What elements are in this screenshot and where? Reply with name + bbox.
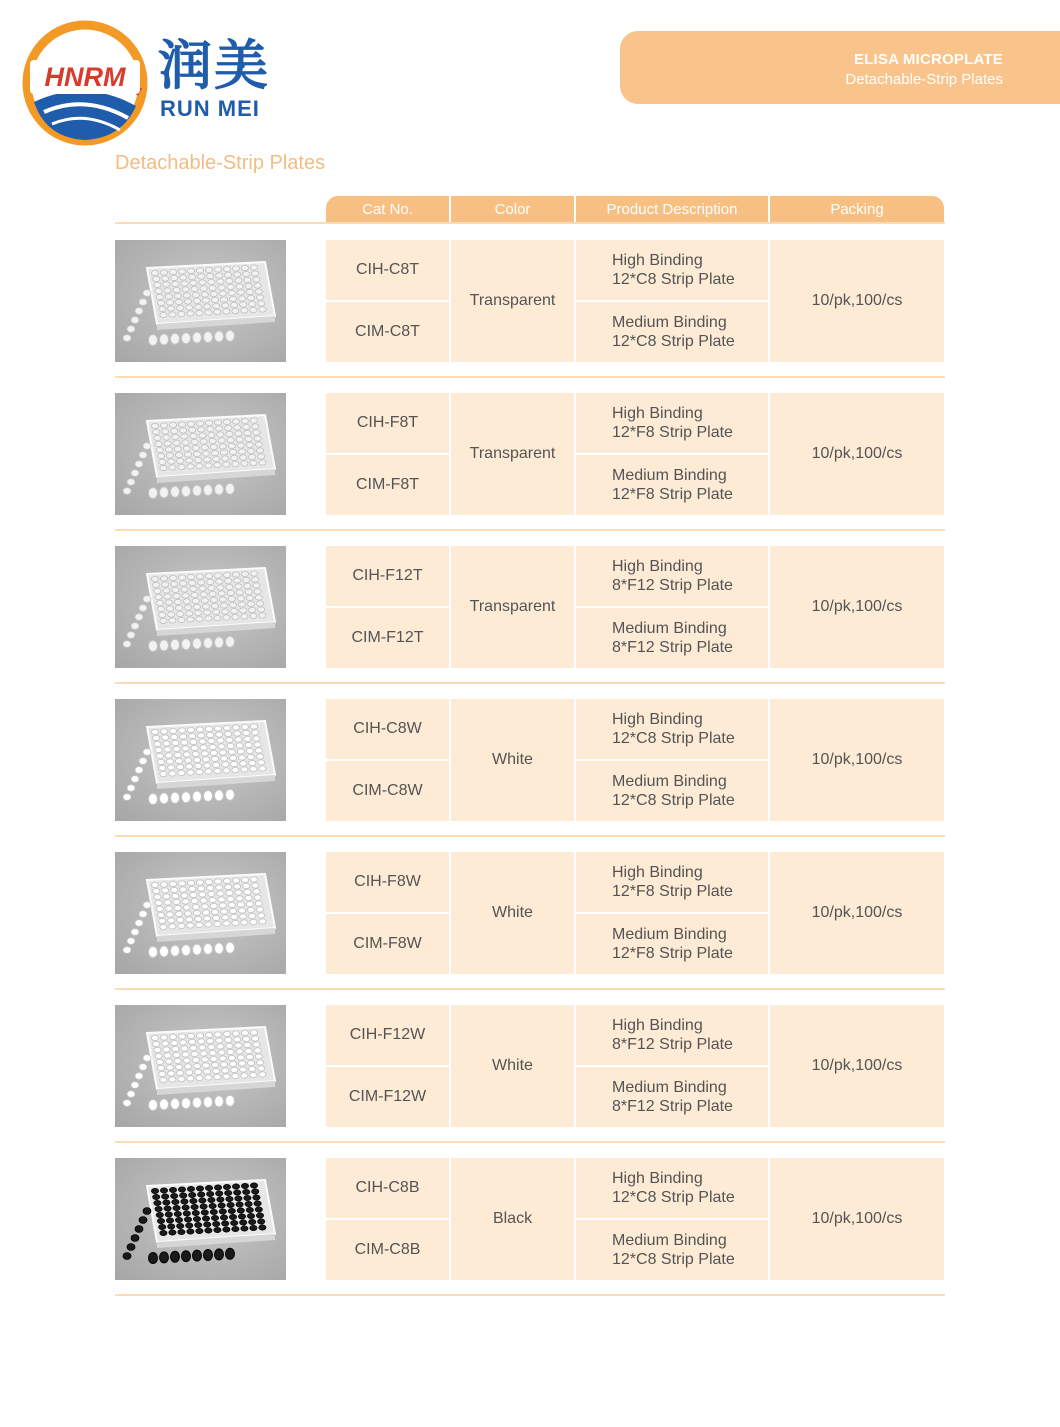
description-high-line1: High Binding [612, 558, 703, 575]
description-medium [576, 302, 768, 362]
cat-no-medium: CIM-C8B [326, 1220, 449, 1280]
banner-subtitle: Detachable-Strip Plates [845, 71, 1003, 88]
cat-no-medium: CIM-F8T [326, 455, 449, 515]
color-cell: White [451, 852, 574, 974]
product-photo [115, 699, 286, 821]
description-high-line1: High Binding [612, 1170, 703, 1187]
packing-cell: 10/pk,100/cs [770, 1005, 944, 1127]
cat-no-medium: CIM-F12W [326, 1067, 449, 1127]
description-medium [576, 608, 768, 668]
company-name-chinese: 润美 [158, 34, 270, 97]
table-row [115, 530, 945, 683]
description-high-line2: 8*F12 Strip Plate [612, 577, 733, 594]
description-high-line1: High Binding [612, 711, 703, 728]
company-logo [22, 20, 148, 146]
description-medium-line2: 12*F8 Strip Plate [612, 945, 733, 962]
cat-no-high: CIH-F8T [326, 393, 449, 453]
color-cell: Transparent [451, 240, 574, 362]
description-medium-line1: Medium Binding [612, 926, 727, 943]
description-high-line2: 12*C8 Strip Plate [612, 730, 735, 747]
description-medium-line1: Medium Binding [612, 1232, 727, 1249]
description-high [576, 393, 768, 453]
cat-no-high: CIH-C8W [326, 699, 449, 759]
product-photo [115, 546, 286, 668]
description-high [576, 240, 768, 300]
row-divider [115, 1294, 945, 1296]
product-photo [115, 393, 286, 515]
header-color: Color [451, 196, 574, 222]
header-description: Product Description [576, 196, 768, 222]
cat-no-high: CIH-C8B [326, 1158, 449, 1218]
company-name-english: RUN MEI [160, 96, 260, 121]
section-title: Detachable-Strip Plates [115, 152, 326, 174]
packing-cell: 10/pk,100/cs [770, 1158, 944, 1280]
product-photo [115, 852, 286, 974]
table-row [115, 989, 945, 1142]
color-cell: Transparent [451, 546, 574, 668]
description-medium-line1: Medium Binding [612, 467, 727, 484]
description-medium-line1: Medium Binding [612, 1079, 727, 1096]
description-high [576, 546, 768, 606]
description-medium-line2: 8*F12 Strip Plate [612, 639, 733, 656]
description-medium-line2: 12*C8 Strip Plate [612, 792, 735, 809]
description-high [576, 852, 768, 912]
table-row [115, 377, 945, 530]
description-medium [576, 1067, 768, 1127]
color-cell: White [451, 699, 574, 821]
description-high-line2: 12*C8 Strip Plate [612, 271, 735, 288]
description-medium-line2: 12*C8 Strip Plate [612, 1251, 735, 1268]
description-medium [576, 914, 768, 974]
logo-mark-text: HNRM [44, 62, 126, 92]
description-medium-line1: Medium Binding [612, 314, 727, 331]
packing-cell: 10/pk,100/cs [770, 240, 944, 362]
table-row [115, 224, 945, 377]
banner-title: ELISA MICROPLATE [853, 51, 1003, 68]
description-high [576, 1005, 768, 1065]
header-cat-no: Cat No. [326, 196, 449, 222]
table-row [115, 836, 945, 989]
description-medium-line1: Medium Binding [612, 620, 727, 637]
cat-no-high: CIH-C8T [326, 240, 449, 300]
header-packing: Packing [770, 196, 944, 222]
description-high-line2: 12*F8 Strip Plate [612, 424, 733, 441]
cat-no-high: CIH-F8W [326, 852, 449, 912]
description-medium-line1: Medium Binding [612, 773, 727, 790]
packing-cell: 10/pk,100/cs [770, 546, 944, 668]
table-row [115, 1142, 945, 1295]
description-high-line2: 12*F8 Strip Plate [612, 883, 733, 900]
packing-cell: 10/pk,100/cs [770, 852, 944, 974]
cat-no-medium: CIM-F12T [326, 608, 449, 668]
description-medium-line2: 8*F12 Strip Plate [612, 1098, 733, 1115]
cat-no-high: CIH-F12W [326, 1005, 449, 1065]
product-photo [115, 1005, 286, 1127]
packing-cell: 10/pk,100/cs [770, 699, 944, 821]
description-medium [576, 455, 768, 515]
description-high-line1: High Binding [612, 252, 703, 269]
description-medium-line2: 12*F8 Strip Plate [612, 486, 733, 503]
description-high-line1: High Binding [612, 405, 703, 422]
color-cell: Black [451, 1158, 574, 1280]
description-high-line2: 12*C8 Strip Plate [612, 1189, 735, 1206]
color-cell: White [451, 1005, 574, 1127]
description-medium [576, 761, 768, 821]
description-medium [576, 1220, 768, 1280]
description-high [576, 1158, 768, 1218]
cat-no-medium: CIM-F8W [326, 914, 449, 974]
description-high [576, 699, 768, 759]
product-photo [115, 1158, 286, 1280]
product-photo [115, 240, 286, 362]
description-high-line1: High Binding [612, 1017, 703, 1034]
header-banner [620, 31, 1060, 104]
cat-no-high: CIH-F12T [326, 546, 449, 606]
cat-no-medium: CIM-C8T [326, 302, 449, 362]
description-medium-line2: 12*C8 Strip Plate [612, 333, 735, 350]
cat-no-medium: CIM-C8W [326, 761, 449, 821]
description-high-line2: 8*F12 Strip Plate [612, 1036, 733, 1053]
table-row [115, 683, 945, 836]
color-cell: Transparent [451, 393, 574, 515]
packing-cell: 10/pk,100/cs [770, 393, 944, 515]
description-high-line1: High Binding [612, 864, 703, 881]
